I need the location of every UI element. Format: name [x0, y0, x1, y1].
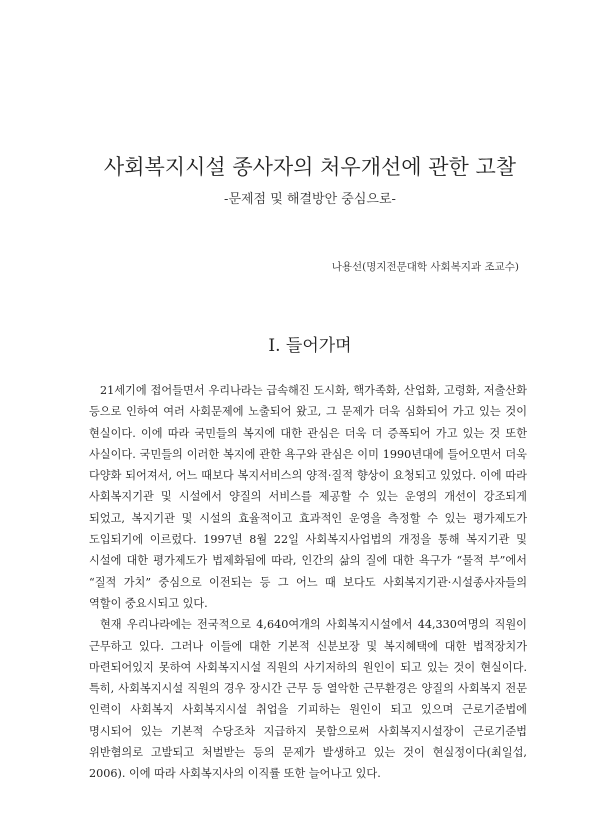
author-affiliation: 나용선(명지전문대학 사회복지과 조교수): [331, 261, 519, 273]
body-text: [89, 380, 527, 785]
paper-subtitle: -문제점 및 해결방안 중심으로-: [224, 192, 396, 207]
paragraph: 21세기에 접어들면서 우리나라는 급속해진 도시화, 핵가족화, 산업화, 고령화, 저출산화 등으로 인하여 여러 사회문제에 노출되어 왔고, 그 문제가 더욱 심화되어 가고 있는 것이 현실이다. 이에 따라 국민들의 복지에 대한 관심은 더욱 더 증폭되어 가고 있는 것 또한 사실이다. 국민들의 이러한 복지에 관한 욕구와 관심은 이미 1990년대에 들어오면서 더욱 다양화 되어져서, 어느 때보다 복지서비스의 양적·질적 향상이 요청되고 있었다. 이에 따라 사회복지기관 및 시설에서 양질의 서비스를 제공할 수 있는 운영의 개선이 강조되게 되었고, 복지기관 및 시설의 효율적이고 효과적인 운영을 측정할 수 있는 평가제도가 도입되기에 이르렀다. 1997년 8월 22일 사회복지사업법의 개정을 통해 복지기관 및 시설에 대한 평가제도가 법제화됨에 따라, 인간의 삶의 질에 대한 욕구가 “물적 부”에서 “질적 가치” 중심으로 이전되는 등 그 어느 때 보다도 사회복지기관·시설종사자들의 역할이 중요시되고 있다.: [89, 384, 527, 610]
section-heading: Ⅰ. 들어가며: [268, 336, 352, 356]
paper-title: 사회복지시설 종사자의 처우개선에 관한 고찰: [103, 155, 517, 179]
paragraph: 현재 우리나라에는 전국적으로 4,640여개의 사회복지시설에서 44,330여명의 직원이 근무하고 있다. 그러나 이들에 대한 기본적 신분보장 및 복지혜택에 대한 법적장치가 마련되어있지 못하여 사회복지시설 직원의 사기저하의 원인이 되고 있는 것이 현실이다. 특히, 사회복지시설 직원의 경우 장시간 근무 등 열악한 근무환경은 양질의 사회복지 전문 인력이 사회복지 사회복지시설 취업을 기피하는 원인이 되고 있으며 근로기준법에 명시되어 있는 기본적 수당조차 지급하지 못함으로써 사회복지시설장이 근로기준법 위반혐의로 고발되고 처벌받는 등의 문제가 발생하고 있는 것이 현실정이다(최일섭, 2006). 이에 따라 사회복지사의 이직률 또한 늘어나고 있다.: [89, 618, 527, 781]
